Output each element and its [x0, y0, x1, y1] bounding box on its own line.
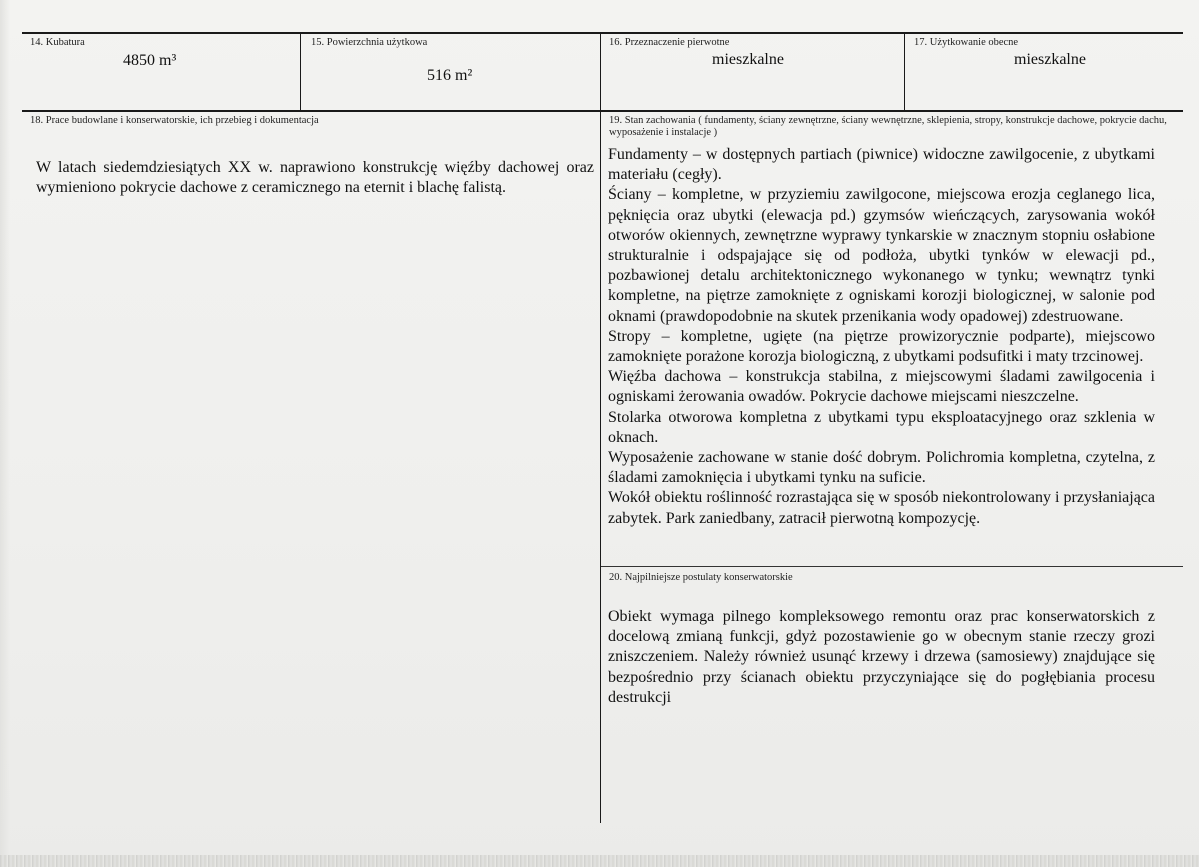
postulaty-paragraph: Obiekt wymaga pilnego kompleksowego remontu oraz prac konserwatorskich z docelową zmianą funkcji, gdyż pozostawienie go w obecnym stanie rzeczy grozi zniszczeniem. Należy również usunąć krzewy i drzewa (samosiewy) znajdujące się bezpośrednio przy ścianach obiektu przyczyniające się do pogłębiania procesu destrukcji	[608, 608, 1155, 706]
header-divider-3	[904, 33, 905, 111]
postulaty-text	[608, 607, 1155, 708]
stan-otoczenie: Wokół obiektu roślinność rozrastająca się w sposób niekontrolowany i przysłaniająca zabytek. Park zaniedbany, zatracił pierwotną kompozycję.	[608, 489, 1155, 527]
kubatura-label: 14. Kubatura	[30, 37, 85, 48]
stan-stropy: Stropy – kompletne, ugięte (na piętrze prowizorycznie podparte), miejscowo zamoknięte porażone korozja biologiczną, z ubytkami podsufitki i maty trzcinowej.	[608, 327, 1155, 366]
stan-stolarka: Stolarka otworowa kompletna z ubytkami typu eksploatacyjnego oraz szklenia w oknach.	[608, 408, 1155, 446]
section-20-rule	[600, 566, 1183, 567]
przeznaczenie-value: mieszkalne	[712, 51, 784, 68]
stan-sciany: Ściany – kompletne, w przyziemiu zawilgocone, miejscowa erozja ceglanego lica, pęknięcia oraz ubytki (elewacja pd.) gzymsów wieńczących, zarysowania wokół otworów okiennych, zewnętrzne wyprawy tynkarskie w znacznym stopniu osłabione strukturalnie i odspajające się od podłoża, ubytki tynków w elewacji pd., pozbawionej detalu architektonicznego wykonanego w tynku; wewnątrz tynki kompletne, na piętrze zamoknięte z ogniskami korozji biologicznej, w salonie pod oknami (prawdopodobnie na skutek przenikania wody opadowej) zdestruowane.	[608, 186, 1155, 325]
stan-wyposazenie: Wyposażenie zachowane w stanie dość dobrym. Polichromia kompletna, czytelna, z śladami zamoknięcia i ubytkami tynku na suficie.	[608, 449, 1155, 487]
prace-paragraph: W latach siedemdziesiątych XX w. naprawiono konstrukcję więźby dachowej oraz wymieniono pokrycie dachowe z ceramicznego na eternit i blachę falistą.	[36, 159, 594, 197]
powierzchnia-value: 516 m²	[427, 67, 473, 84]
stan-fundamenty: Fundamenty – w dostępnych partiach (piwnice) widoczne zawilgocenie, z ubytkami materiału (cegły).	[608, 146, 1155, 184]
main-column-divider	[600, 111, 601, 823]
stan-text	[608, 145, 1155, 529]
prace-text	[36, 158, 594, 198]
stan-label: 19. Stan zachowania ( fundamenty, ściany zewnętrzne, ściany wewnętrzne, sklepienia, stropy, konstrukcje dachowe, pokrycie dachu, wyposażenie i instalacje )	[609, 115, 1167, 138]
header-divider-1	[300, 33, 301, 111]
przeznaczenie-label: 16. Przeznaczenie pierwotne	[609, 37, 730, 48]
uzytkowanie-label: 17. Użytkowanie obecne	[914, 37, 1019, 48]
stan-wiezba: Więźba dachowa – konstrukcja stabilna, z miejscowymi śladami zawilgocenia i ogniskami żerowania owadów. Pokrycie dachowe miejscami nieszczelne.	[608, 368, 1155, 406]
header-divider-2	[600, 33, 601, 111]
scan-edge-left	[0, 0, 10, 867]
prace-label: 18. Prace budowlane i konserwatorskie, ich przebieg i dokumentacja	[30, 115, 319, 126]
top-rule	[22, 32, 1183, 34]
kubatura-value: 4850 m³	[123, 52, 177, 69]
powierzchnia-label: 15. Powierzchnia użytkowa	[311, 37, 428, 48]
postulaty-label: 20. Najpilniejsze postulaty konserwatorskie	[609, 572, 793, 583]
uzytkowanie-value: mieszkalne	[1014, 51, 1086, 68]
header-bottom-rule	[22, 110, 1183, 112]
scan-edge-bottom	[0, 855, 1199, 867]
